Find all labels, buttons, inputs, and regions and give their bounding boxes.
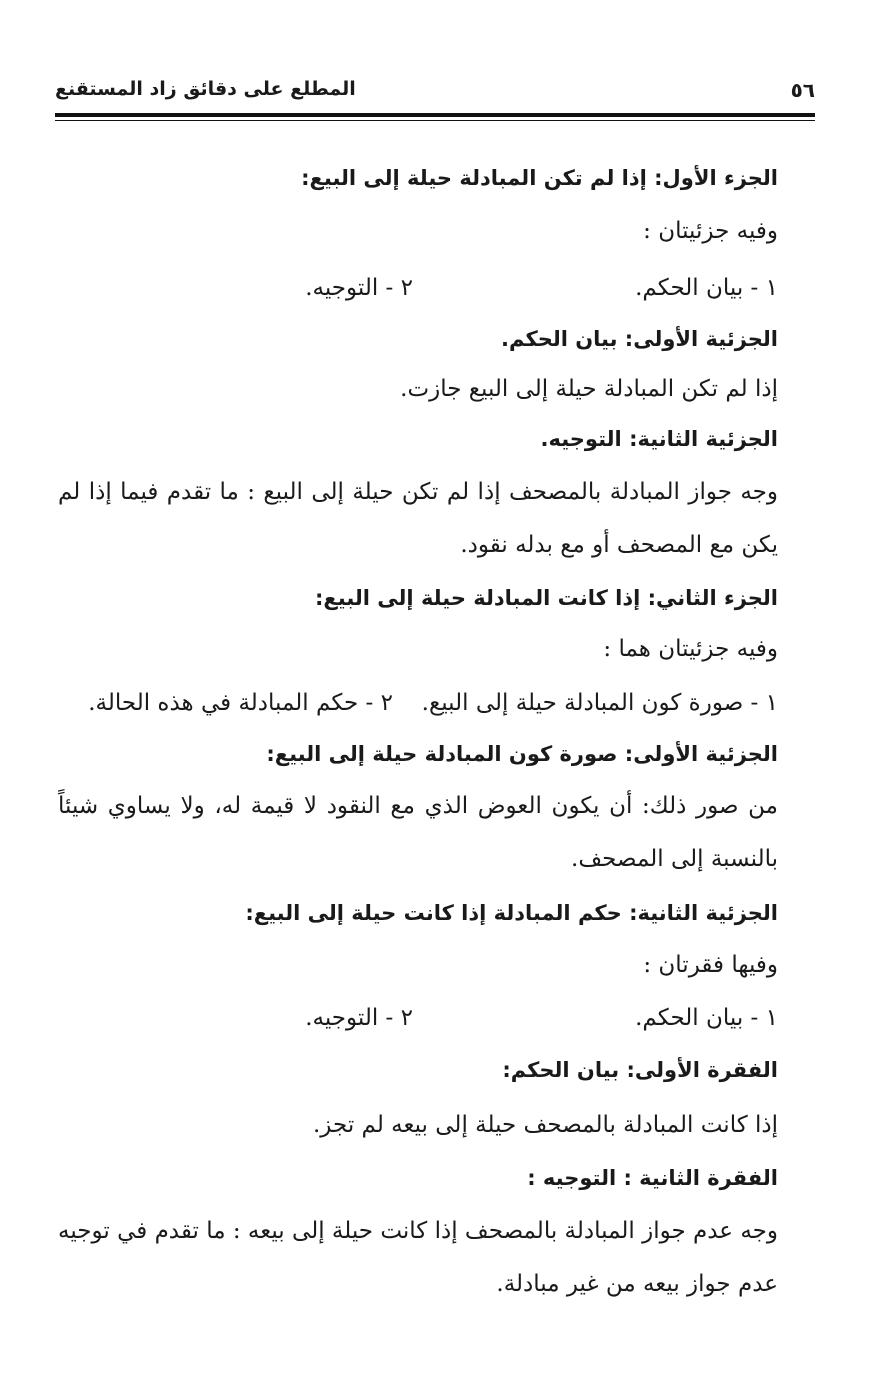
part2-sub1-text: من صور ذلك: أن يكون العوض الذي مع النقود لا قيمة له، ولا يساوي شيئاً بالنسبة إلى المصحف. bbox=[58, 793, 778, 872]
para1-text: إذا كانت المبادلة بالمصحف حيلة إلى بيعه لم تجز. bbox=[313, 1112, 778, 1138]
part1-list-item-2: ٢ - التوجيه. bbox=[305, 275, 413, 301]
part2-sub2-list-item-1: ١ - بيان الحكم. bbox=[635, 1005, 778, 1031]
part1-intro: وفيه جزئيتان : bbox=[643, 218, 778, 244]
part1-sub1-heading: الجزئية الأولى: بيان الحكم. bbox=[501, 327, 778, 351]
page-header bbox=[55, 76, 815, 106]
part2-sub1-heading: الجزئية الأولى: صورة كون المبادلة حيلة إلى البيع: bbox=[266, 742, 778, 766]
part1-list-item-1: ١ - بيان الحكم. bbox=[635, 275, 778, 301]
part1-heading: الجزء الأول: إذا لم تكن المبادلة حيلة إلى البيع: bbox=[301, 166, 778, 190]
part1-sub2-heading: الجزئية الثانية: التوجيه. bbox=[540, 427, 778, 451]
book-title: المطلع على دقائق زاد المستقنع bbox=[55, 78, 356, 100]
para2-text: وجه عدم جواز المبادلة بالمصحف إذا كانت حيلة إلى بيعه : ما تقدم في توجيه عدم جواز بيعه من غير مبادلة. bbox=[58, 1218, 778, 1297]
part2-heading: الجزء الثاني: إذا كانت المبادلة حيلة إلى البيع: bbox=[315, 586, 778, 610]
page-number: ٥٦ bbox=[790, 78, 815, 102]
part2-sub2-intro: وفيها فقرتان : bbox=[643, 952, 778, 978]
part2-sub2-list-item-2: ٢ - التوجيه. bbox=[305, 1005, 413, 1031]
part2-sub2-heading: الجزئية الثانية: حكم المبادلة إذا كانت حيلة إلى البيع: bbox=[245, 901, 778, 925]
header-rule-thin bbox=[55, 120, 815, 121]
para1-heading: الفقرة الأولى: بيان الحكم: bbox=[502, 1058, 778, 1082]
part1-sub1-text: إذا لم تكن المبادلة حيلة إلى البيع جازت. bbox=[400, 376, 778, 402]
part2-list-item-2: ٢ - حكم المبادلة في هذه الحالة. bbox=[88, 690, 393, 716]
header-rule-thick bbox=[55, 113, 815, 117]
part1-sub2-text: وجه جواز المبادلة بالمصحف إذا لم تكن حيلة إلى البيع : ما تقدم فيما إذا لم يكن مع المصحف أو مع بدله نقود. bbox=[58, 479, 778, 558]
para2-heading: الفقرة الثانية : التوجيه : bbox=[527, 1166, 778, 1190]
part2-list-item-1: ١ - صورة كون المبادلة حيلة إلى البيع. bbox=[421, 690, 778, 716]
part2-intro: وفيه جزئيتان هما : bbox=[603, 636, 778, 662]
